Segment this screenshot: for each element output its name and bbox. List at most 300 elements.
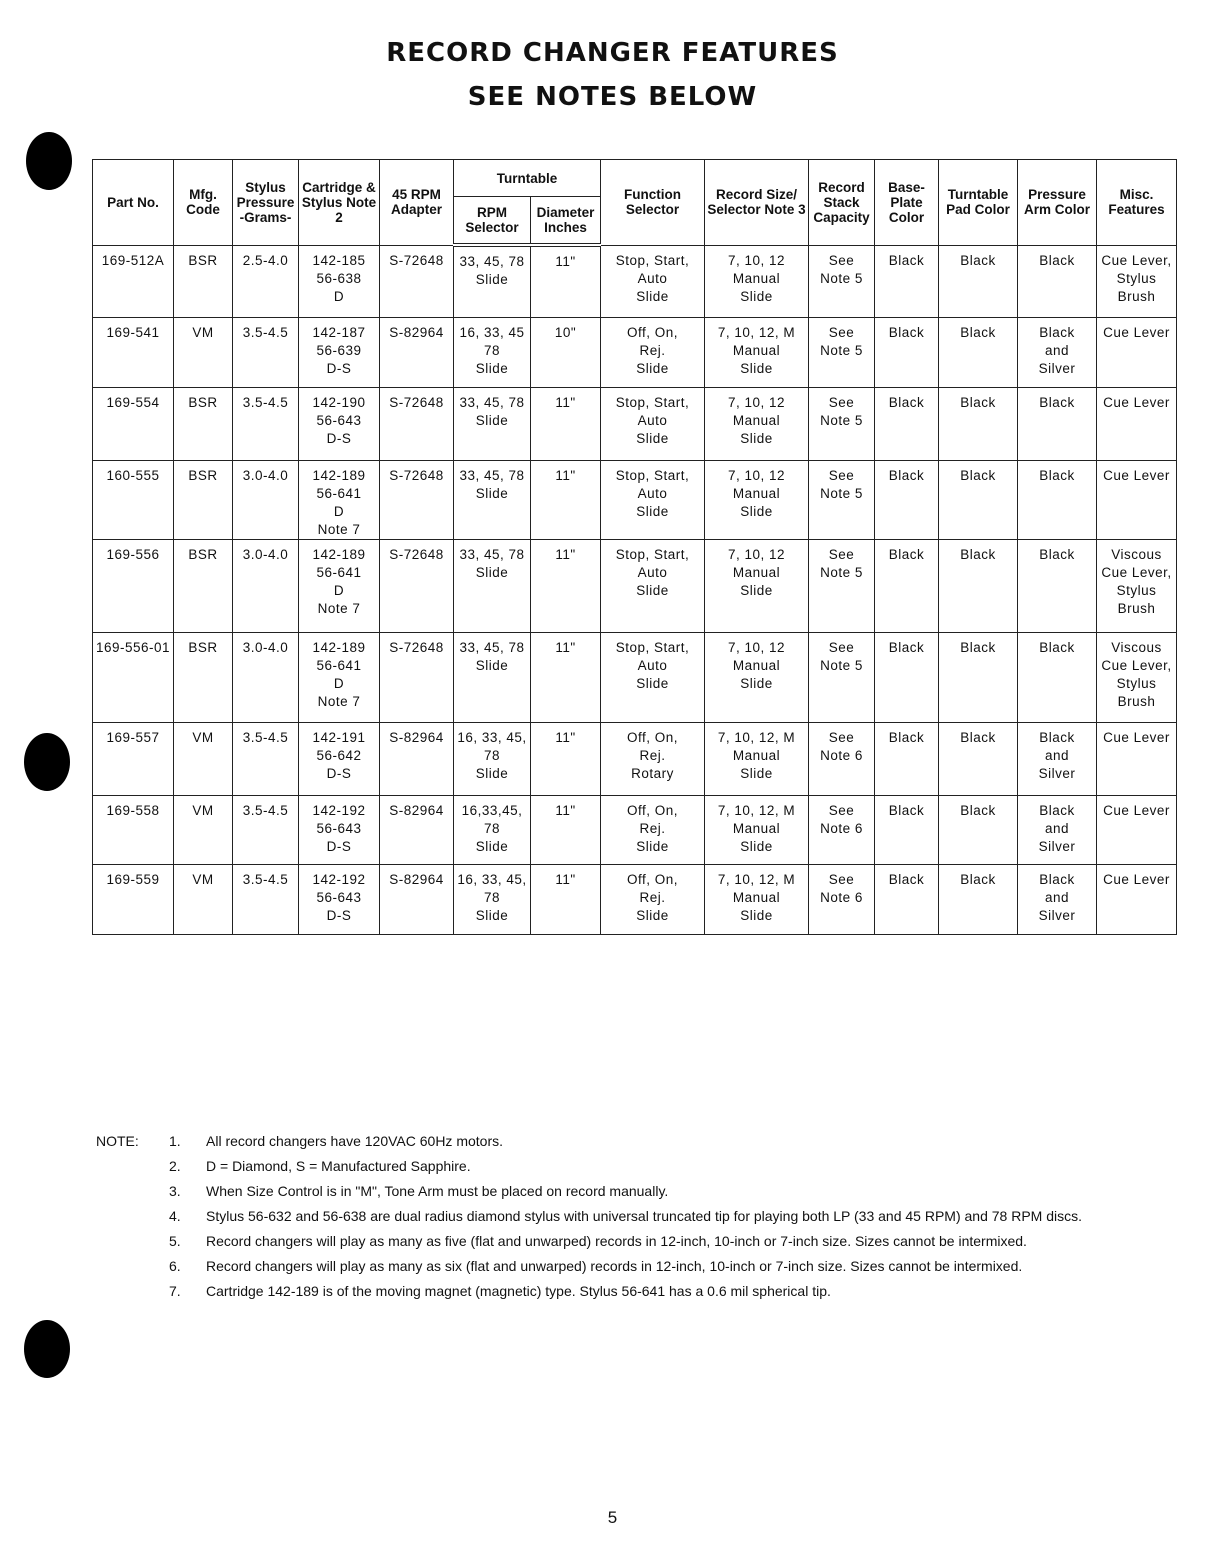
- cell-text: 169-557: [106, 729, 160, 745]
- cell-line: Slide: [636, 907, 669, 923]
- header-misc-features: Misc. Features: [1097, 160, 1177, 246]
- cell-line: Note 5: [820, 342, 863, 358]
- cell-line: Note 5: [820, 564, 863, 580]
- cell-stack-capacity: [809, 317, 875, 387]
- page-number: 5: [607, 1508, 618, 1527]
- cell-cartridge: [299, 245, 380, 317]
- cell-stylus-pressure: [233, 864, 299, 934]
- cell-line: Slide: [740, 582, 773, 598]
- cell-line: and: [1044, 342, 1070, 358]
- cell-adapter: [380, 722, 454, 795]
- note-number: 7.: [169, 1283, 181, 1299]
- cell-line: Cue Lever,: [1101, 252, 1172, 268]
- cell-text: 3.5-4.5: [242, 394, 289, 410]
- cell-line: Slide: [740, 360, 773, 376]
- header-cartridge-stylus: Cartridge & Stylus Note 2: [299, 160, 380, 246]
- note-text: D = Diamond, S = Manufactured Sapphire.: [206, 1158, 471, 1174]
- cell-rpm-selector: [454, 864, 531, 934]
- cell-text: S-82964: [389, 871, 444, 887]
- cell-mfg-code: [174, 632, 233, 722]
- page-title: RECORD CHANGER FEATURES: [386, 38, 839, 68]
- cell-text: 3.5-4.5: [242, 802, 289, 818]
- header-diameter: Diameter Inches: [531, 197, 601, 246]
- cell-line: 142-192: [312, 802, 366, 818]
- cell-mfg-code: [174, 387, 233, 460]
- cell-text: 169-556: [106, 546, 160, 562]
- table-row: [93, 632, 1177, 722]
- note-item: [96, 1209, 1156, 1224]
- cell-pad-color: [939, 722, 1018, 795]
- cell-line: 33, 45, 78: [459, 394, 525, 410]
- cell-arm-color: [1018, 245, 1097, 317]
- cell-adapter: [380, 317, 454, 387]
- cell-line: See: [828, 871, 855, 887]
- punch-hole-bottom: [24, 1320, 70, 1378]
- cell-line: Manual: [732, 820, 781, 836]
- cell-baseplate-color: [875, 539, 939, 632]
- cell-adapter: [380, 632, 454, 722]
- cell-text: S-82964: [389, 324, 444, 340]
- cell-line: 33, 45, 78: [459, 639, 525, 655]
- cell-line: 78: [483, 820, 501, 836]
- cell-text: 11": [555, 546, 576, 562]
- cell-mfg-code: [174, 795, 233, 864]
- cell-pad-color: [939, 632, 1018, 722]
- cell-line: 7, 10, 12: [727, 394, 786, 410]
- cell-text: S-82964: [389, 729, 444, 745]
- header-stylus-pressure: Stylus Pressure -Grams-: [233, 160, 299, 246]
- cell-line: Slide: [740, 503, 773, 519]
- cell-record-size: [705, 632, 809, 722]
- note-number: 5.: [169, 1233, 181, 1249]
- table-row: [93, 317, 1177, 387]
- cell-line: 56-643: [316, 889, 362, 905]
- cell-text: BSR: [188, 467, 218, 483]
- cell-line: Slide: [636, 360, 669, 376]
- cell-text: BSR: [188, 639, 218, 655]
- cell-line: Note 6: [820, 747, 863, 763]
- cell-line: Cue Lever,: [1101, 657, 1172, 673]
- cell-stylus-pressure: [233, 387, 299, 460]
- cell-line: Brush: [1117, 693, 1156, 709]
- cell-text: Black: [888, 467, 925, 483]
- cell-line: 142-189: [312, 467, 366, 483]
- cell-arm-color: [1018, 539, 1097, 632]
- cell-text: 11": [555, 394, 576, 410]
- cell-text: S-72648: [389, 252, 444, 268]
- cell-text: S-72648: [389, 546, 444, 562]
- cell-line: Auto: [637, 412, 668, 428]
- cell-function: [601, 245, 705, 317]
- cell-line: Slide: [636, 582, 669, 598]
- cell-text: Black: [960, 639, 996, 655]
- cell-part-no: [93, 539, 174, 632]
- cell-misc-features: [1097, 245, 1177, 317]
- cell-line: Note 7: [317, 693, 361, 709]
- cell-text: Black: [888, 324, 925, 340]
- cell-function: [601, 864, 705, 934]
- cell-text: Black: [888, 252, 925, 268]
- cell-line: D: [333, 675, 345, 691]
- cell-diameter: [531, 317, 601, 387]
- cell-record-size: [705, 864, 809, 934]
- page-subtitle: SEE NOTES BELOW: [467, 82, 758, 112]
- cell-text: 3.0-4.0: [242, 639, 289, 655]
- cell-text: VM: [192, 802, 214, 818]
- cell-rpm-selector: [454, 387, 531, 460]
- cell-record-size: [705, 245, 809, 317]
- cell-line: Slide: [740, 838, 773, 854]
- cell-text: 11": [555, 729, 576, 745]
- cell-cartridge: [299, 317, 380, 387]
- cell-line: 56-643: [316, 412, 362, 428]
- cell-line: 56-643: [316, 820, 362, 836]
- cell-text: 169-554: [106, 394, 160, 410]
- cell-stack-capacity: [809, 460, 875, 539]
- header-function-selector: Function Selector: [601, 160, 705, 246]
- cell-part-no: [93, 460, 174, 539]
- cell-line: Slide: [740, 675, 773, 691]
- cell-line: Slide: [475, 564, 509, 580]
- cell-stack-capacity: [809, 722, 875, 795]
- cell-baseplate-color: [875, 632, 939, 722]
- cell-line: Cue Lever: [1103, 467, 1170, 483]
- cell-line: Stop, Start,: [615, 639, 690, 655]
- cell-line: Manual: [732, 485, 781, 501]
- cell-rpm-selector: [454, 460, 531, 539]
- cell-text: 169-541: [106, 324, 160, 340]
- cell-line: D-S: [326, 838, 352, 854]
- table-row: [93, 864, 1177, 934]
- cell-line: D-S: [326, 360, 352, 376]
- cell-line: Black: [1039, 546, 1075, 562]
- cell-line: Brush: [1117, 288, 1156, 304]
- note-item: [96, 1184, 1156, 1199]
- table-row: [93, 539, 1177, 632]
- table-row: [93, 795, 1177, 864]
- cell-stack-capacity: [809, 864, 875, 934]
- cell-text: 2.5-4.0: [242, 252, 289, 268]
- cell-line: See: [828, 639, 855, 655]
- note-item: [96, 1284, 1156, 1299]
- cell-diameter: [531, 722, 601, 795]
- note-item: [96, 1259, 1156, 1274]
- cell-pad-color: [939, 795, 1018, 864]
- note-item: [96, 1134, 1156, 1149]
- cell-text: 169-512A: [101, 252, 165, 268]
- cell-adapter: [380, 387, 454, 460]
- punch-hole-middle: [24, 733, 70, 791]
- cell-line: Slide: [475, 657, 509, 673]
- cell-arm-color: [1018, 795, 1097, 864]
- cell-diameter: [531, 864, 601, 934]
- cell-record-size: [705, 722, 809, 795]
- cell-line: 142-185: [312, 252, 366, 268]
- cell-diameter: [531, 539, 601, 632]
- cell-text: 11": [555, 467, 576, 483]
- cell-text: Black: [888, 394, 925, 410]
- cell-text: 3.0-4.0: [242, 546, 289, 562]
- header-turntable: Turntable: [454, 160, 601, 197]
- cell-adapter: [380, 245, 454, 317]
- cell-mfg-code: [174, 460, 233, 539]
- cell-line: Black: [1039, 729, 1075, 745]
- cell-line: Manual: [732, 889, 781, 905]
- cell-line: Note 5: [820, 270, 863, 286]
- cell-line: 7, 10, 12, M: [717, 871, 796, 887]
- note-number: 2.: [169, 1158, 181, 1174]
- cell-pad-color: [939, 460, 1018, 539]
- cell-cartridge: [299, 460, 380, 539]
- cell-record-size: [705, 317, 809, 387]
- cell-text: Black: [960, 871, 996, 887]
- cell-function: [601, 460, 705, 539]
- cell-cartridge: [299, 795, 380, 864]
- cell-line: Silver: [1038, 765, 1076, 781]
- cell-line: Slide: [636, 675, 669, 691]
- note-text: All record changers have 120VAC 60Hz motors.: [206, 1133, 503, 1149]
- cell-text: Black: [960, 467, 996, 483]
- cell-line: D: [333, 582, 345, 598]
- cell-line: 16, 33, 45,: [457, 729, 527, 745]
- cell-text: BSR: [188, 546, 218, 562]
- cell-line: 7, 10, 12: [727, 546, 786, 562]
- cell-diameter: [531, 387, 601, 460]
- cell-arm-color: [1018, 864, 1097, 934]
- cell-line: Auto: [637, 564, 668, 580]
- cell-line: Slide: [740, 430, 773, 446]
- table-row: [93, 245, 1177, 317]
- cell-line: Slide: [740, 288, 773, 304]
- cell-line: Auto: [637, 657, 668, 673]
- cell-line: 7, 10, 12: [727, 639, 786, 655]
- cell-line: Off, On,: [626, 871, 679, 887]
- cell-text: BSR: [188, 252, 218, 268]
- cell-line: 56-641: [316, 485, 362, 501]
- cell-text: VM: [192, 729, 214, 745]
- cell-part-no: [93, 795, 174, 864]
- cell-line: Cue Lever: [1103, 324, 1170, 340]
- cell-line: Stylus: [1116, 270, 1157, 286]
- cell-mfg-code: [174, 317, 233, 387]
- cell-text: 3.0-4.0: [242, 467, 289, 483]
- cell-text: Black: [888, 639, 925, 655]
- cell-line: 16,33,45,: [461, 802, 523, 818]
- note-text: Record changers will play as many as six (flat and unwarped) records in 12-inch, 10-inch or 7-inch size. Sizes cannot be intermixed.: [206, 1258, 1023, 1274]
- cell-line: Black: [1039, 324, 1075, 340]
- cell-line: 142-190: [312, 394, 366, 410]
- cell-mfg-code: [174, 245, 233, 317]
- header-45rpm-adapter: 45 RPM Adapter: [380, 160, 454, 246]
- cell-misc-features: [1097, 632, 1177, 722]
- cell-arm-color: [1018, 387, 1097, 460]
- cell-stylus-pressure: [233, 460, 299, 539]
- cell-line: Stylus: [1116, 582, 1157, 598]
- cell-line: Viscous: [1111, 546, 1162, 562]
- cell-line: Off, On,: [626, 802, 679, 818]
- cell-text: 11": [555, 802, 576, 818]
- cell-baseplate-color: [875, 245, 939, 317]
- cell-function: [601, 795, 705, 864]
- cell-line: 142-189: [312, 639, 366, 655]
- cell-adapter: [380, 795, 454, 864]
- cell-part-no: [93, 245, 174, 317]
- cell-stylus-pressure: [233, 317, 299, 387]
- cell-line: 56-641: [316, 657, 362, 673]
- cell-line: Slide: [740, 765, 773, 781]
- cell-text: Black: [888, 802, 925, 818]
- cell-misc-features: [1097, 387, 1177, 460]
- cell-text: 160-555: [106, 467, 160, 483]
- note-text: Record changers will play as many as five (flat and unwarped) records in 12-inch, 10-inch or 7-inch size. Sizes cannot be intermixed.: [206, 1233, 1027, 1249]
- cell-line: Slide: [636, 430, 669, 446]
- cell-arm-color: [1018, 722, 1097, 795]
- cell-text: 169-556-01: [95, 639, 171, 655]
- cell-line: Viscous: [1111, 639, 1162, 655]
- cell-line: D: [333, 288, 345, 304]
- cell-text: 11": [555, 871, 576, 887]
- cell-line: Off, On,: [626, 729, 679, 745]
- cell-text: 169-559: [106, 871, 160, 887]
- cell-line: Stop, Start,: [615, 546, 690, 562]
- note-text: Cartridge 142-189 is of the moving magnet (magnetic) type. Stylus 56-641 has a 0.6 mil spherical tip.: [206, 1283, 831, 1299]
- cell-text: S-72648: [389, 394, 444, 410]
- cell-text: 11": [555, 254, 576, 269]
- notes-section: [96, 1134, 1156, 1309]
- cell-rpm-selector: [454, 317, 531, 387]
- table-row: [93, 460, 1177, 539]
- cell-stylus-pressure: [233, 722, 299, 795]
- cell-text: Black: [960, 729, 996, 745]
- cell-line: Stop, Start,: [615, 467, 690, 483]
- cell-line: Cue Lever,: [1101, 564, 1172, 580]
- cell-line: 78: [483, 342, 501, 358]
- cell-stylus-pressure: [233, 795, 299, 864]
- header-part-no: Part No.: [93, 160, 174, 246]
- cell-cartridge: [299, 722, 380, 795]
- cell-diameter: [531, 245, 601, 317]
- cell-line: Manual: [732, 342, 781, 358]
- cell-record-size: [705, 539, 809, 632]
- table-row: [93, 387, 1177, 460]
- cell-misc-features: [1097, 722, 1177, 795]
- cell-line: Slide: [740, 907, 773, 923]
- header-mfg-code: Mfg. Code: [174, 160, 233, 246]
- cell-part-no: [93, 317, 174, 387]
- cell-line: Silver: [1038, 907, 1076, 923]
- cell-baseplate-color: [875, 317, 939, 387]
- cell-line: 7, 10, 12: [727, 467, 786, 483]
- cell-adapter: [380, 864, 454, 934]
- cell-cartridge: [299, 539, 380, 632]
- header-stack-capacity: Record Stack Capacity: [809, 160, 875, 246]
- note-text: When Size Control is in "M", Tone Arm must be placed on record manually.: [206, 1183, 669, 1199]
- cell-line: Rej.: [639, 342, 666, 358]
- cell-mfg-code: [174, 864, 233, 934]
- cell-line: Rej.: [639, 889, 666, 905]
- cell-line: 33, 45, 78: [459, 546, 525, 562]
- cell-baseplate-color: [875, 460, 939, 539]
- cell-line: Stop, Start,: [615, 394, 690, 410]
- cell-line: Rotary: [631, 765, 674, 781]
- cell-line: Black: [1039, 252, 1075, 268]
- cell-text: Black: [960, 252, 996, 268]
- cell-pad-color: [939, 387, 1018, 460]
- cell-line: 56-639: [316, 342, 362, 358]
- cell-cartridge: [299, 864, 380, 934]
- cell-line: Black: [1039, 467, 1075, 483]
- cell-line: See: [828, 394, 855, 410]
- punch-hole-top: [26, 132, 72, 190]
- cell-line: Note 6: [820, 820, 863, 836]
- cell-misc-features: [1097, 317, 1177, 387]
- cell-stylus-pressure: [233, 245, 299, 317]
- cell-stack-capacity: [809, 539, 875, 632]
- cell-text: 3.5-4.5: [242, 871, 289, 887]
- cell-line: and: [1044, 820, 1070, 836]
- cell-stack-capacity: [809, 632, 875, 722]
- cell-line: Slide: [636, 503, 669, 519]
- cell-part-no: [93, 722, 174, 795]
- cell-misc-features: [1097, 539, 1177, 632]
- cell-misc-features: [1097, 864, 1177, 934]
- cell-stylus-pressure: [233, 539, 299, 632]
- cell-line: 78: [483, 889, 501, 905]
- note-item: [96, 1234, 1156, 1249]
- cell-text: 3.5-4.5: [242, 729, 289, 745]
- cell-text: Black: [888, 729, 925, 745]
- cell-line: Note 5: [820, 412, 863, 428]
- cell-line: D: [333, 503, 345, 519]
- cell-line: Black: [1039, 802, 1075, 818]
- cell-arm-color: [1018, 317, 1097, 387]
- note-text: Stylus 56-632 and 56-638 are dual radius diamond stylus with universal truncated tip for playing both LP (33 and 45 RPM) and 78 RPM discs.: [206, 1208, 1083, 1224]
- cell-rpm-selector: [454, 245, 531, 317]
- cell-line: See: [828, 546, 855, 562]
- cell-mfg-code: [174, 722, 233, 795]
- cell-line: Manual: [732, 564, 781, 580]
- cell-line: See: [828, 324, 855, 340]
- note-number: 4.: [169, 1208, 181, 1224]
- cell-line: Manual: [732, 412, 781, 428]
- cell-line: Black: [1039, 394, 1075, 410]
- cell-function: [601, 317, 705, 387]
- cell-line: Black: [1039, 871, 1075, 887]
- cell-line: Rej.: [639, 747, 666, 763]
- cell-line: 56-638: [316, 270, 362, 286]
- cell-line: Slide: [475, 485, 509, 501]
- cell-diameter: [531, 632, 601, 722]
- cell-line: 56-641: [316, 564, 362, 580]
- cell-line: See: [828, 252, 855, 268]
- cell-line: D-S: [326, 765, 352, 781]
- cell-text: S-72648: [389, 639, 444, 655]
- note-item: [96, 1159, 1156, 1174]
- cell-line: 142-191: [312, 729, 366, 745]
- cell-stack-capacity: [809, 245, 875, 317]
- note-number: 6.: [169, 1258, 181, 1274]
- cell-pad-color: [939, 245, 1018, 317]
- cell-line: Note 6: [820, 889, 863, 905]
- cell-rpm-selector: [454, 539, 531, 632]
- cell-part-no: [93, 864, 174, 934]
- cell-line: Note 7: [317, 600, 361, 616]
- cell-line: Slide: [475, 360, 509, 376]
- cell-record-size: [705, 387, 809, 460]
- cell-line: Auto: [637, 270, 668, 286]
- note-number: 1.: [169, 1133, 181, 1149]
- cell-line: 16, 33, 45: [459, 324, 525, 340]
